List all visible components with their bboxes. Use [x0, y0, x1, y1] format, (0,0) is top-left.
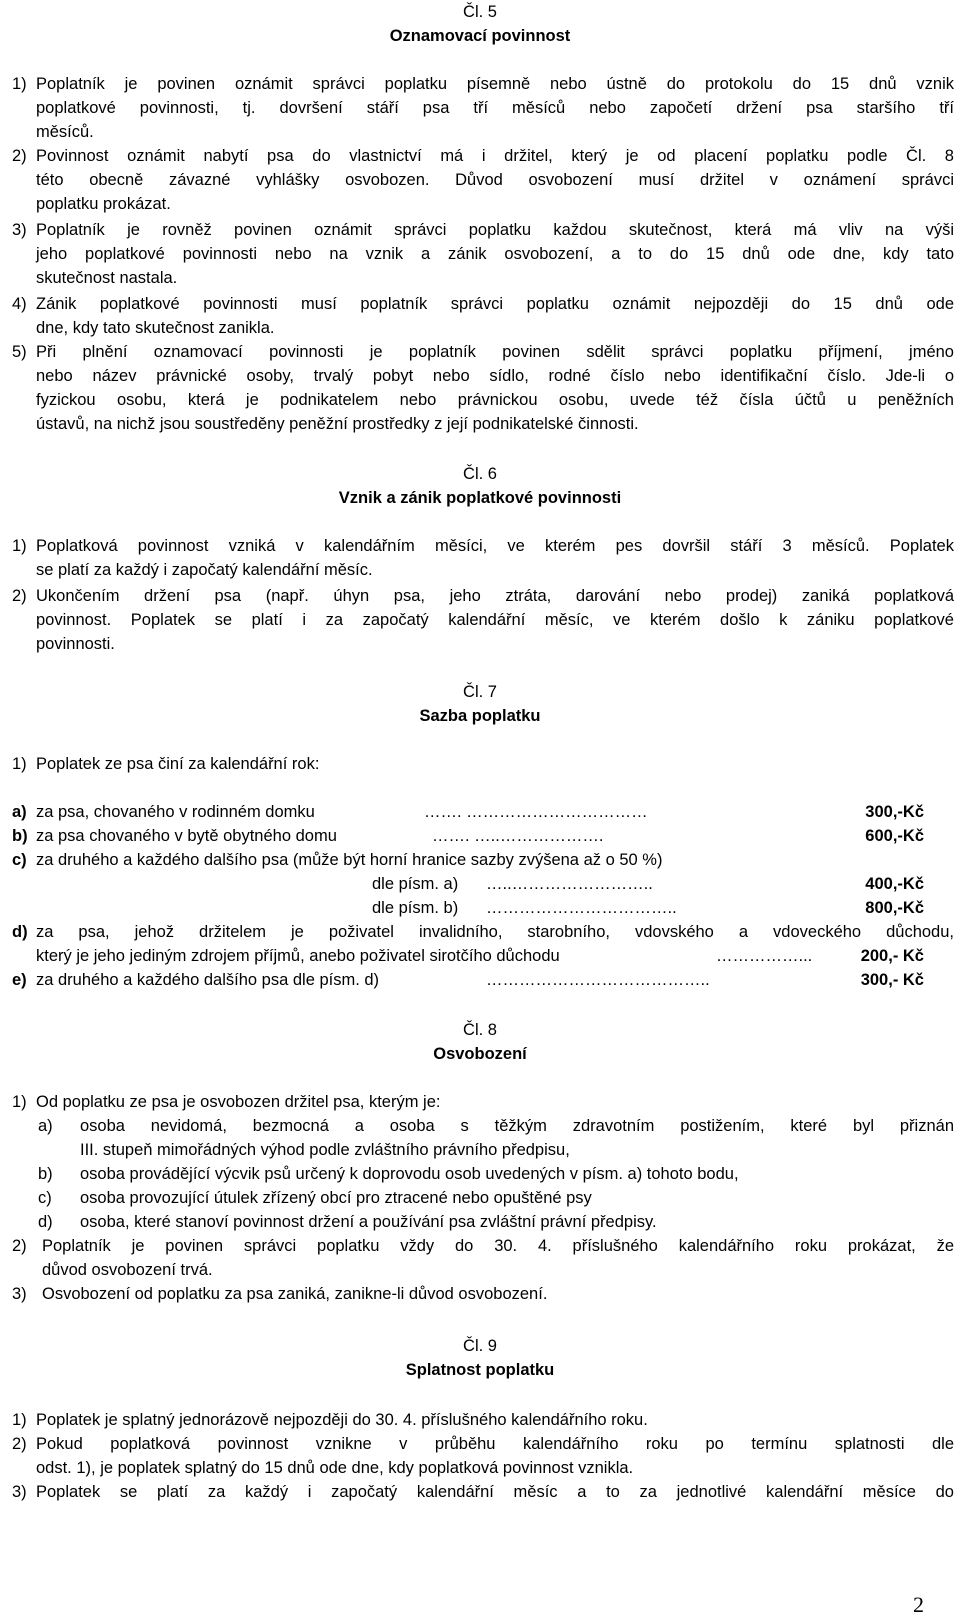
paragraph-number: 3)	[12, 221, 27, 239]
paragraph-line: ústavů, na nichž jsou soustředěny peněžní prostředky z její podnikatelské činnosti.	[36, 415, 639, 433]
paragraph-number: 2)	[12, 587, 27, 605]
paragraph-line: fyzickou osobu, která je podnikatelem nebo právnickou osobu, uvede též čísla účtů u peněžních	[36, 391, 954, 409]
item-line: osoba provozující útulek zřízený obcí pro ztracené nebo opuštěné psy	[80, 1189, 592, 1207]
item-label: a)	[38, 1117, 53, 1135]
paragraph-line: se platí za každý i započatý kalendářní měsíc.	[36, 561, 373, 579]
rate-label: d)	[12, 923, 28, 941]
paragraph-line: Zánik poplatkové povinnosti musí poplatník správci poplatku oznámit nejpozději do 15 dnů ode	[36, 295, 954, 313]
article-6-number: Čl. 6	[463, 465, 497, 483]
article-9-number: Čl. 9	[463, 1337, 497, 1355]
item-label: d)	[38, 1213, 53, 1231]
paragraph-number: 1)	[12, 755, 27, 773]
rate-amount: 300,-Kč	[865, 803, 924, 821]
paragraph-line: Poplatník je rovněž povinen oznámit správci poplatku každou skutečnost, která má vliv na výši	[36, 221, 954, 239]
paragraph-line: dne, kdy tato skutečnost zanikla.	[36, 319, 275, 337]
paragraph-line: Poplatník je povinen správci poplatku vždy do 30. 4. příslušného kalendářního roku prokázat, že	[42, 1237, 954, 1255]
paragraph-number: 3)	[12, 1285, 27, 1303]
article-5-title: Oznamovací povinnost	[389, 27, 571, 45]
rate-label: e)	[12, 971, 27, 989]
rate-dots: …..……………………..	[486, 875, 653, 893]
paragraph-line: Osvobození od poplatku za psa zaniká, zanikne-li důvod osvobození.	[42, 1285, 548, 1303]
paragraph-number: 2)	[12, 147, 27, 165]
item-line: osoba, které stanoví povinnost držení a používání psa zvláštní právní předpisy.	[80, 1213, 657, 1231]
rate-dots: …………………………………..	[486, 971, 710, 989]
item-line: osoba nevidomá, bezmocná a osoba s těžkým zdravotním postižením, které byl přiznán	[80, 1117, 954, 1135]
rate-subtext: dle písm. b)	[372, 899, 459, 917]
paragraph-line: povinnost. Poplatek se platí i za započatý kalendářní měsíc, ve kterém došlo k zániku poplatkové	[36, 611, 954, 629]
article-7-title: Sazba poplatku	[419, 707, 541, 725]
paragraph-number: 1)	[12, 1411, 27, 1429]
paragraph-line: odst. 1), je poplatek splatný do 15 dnů ode dne, kdy poplatková povinnost vznikla.	[36, 1459, 634, 1477]
paragraph-line: nebo název právnické osoby, trvalý pobyt nebo sídlo, rodné číslo nebo identifikační číslo. Jde-li o	[36, 367, 954, 385]
paragraph-number: 1)	[12, 1093, 27, 1111]
paragraph-line: jeho poplatkové povinnosti nebo na vznik a zánik osvobození, a to do 15 dnů ode dne, kdy tato	[36, 245, 954, 263]
item-label: c)	[38, 1189, 52, 1207]
item-line: III. stupeň mimořádných výhod podle zvláštního právního předpisu,	[80, 1141, 570, 1159]
rate-label: b)	[12, 827, 28, 845]
page-number: 2	[913, 1592, 924, 1617]
paragraph-line: Poplatník je povinen oznámit správci poplatku písemně nebo ústně do protokolu do 15 dnů vznik	[36, 75, 954, 93]
rate-amount: 600,-Kč	[865, 827, 924, 845]
paragraph-line: Poplatek ze psa činí za kalendářní rok:	[36, 755, 320, 773]
paragraph-line: Poplatková povinnost vzniká v kalendářním měsíci, ve kterém pes dovršil stáří 3 měsíců. Poplatek	[36, 537, 954, 555]
paragraph-line: poplatku prokázat.	[36, 195, 171, 213]
rate-label: a)	[12, 803, 27, 821]
paragraph-line: Pokud poplatková povinnost vznikne v průběhu kalendářního roku po termínu splatnosti dle	[36, 1435, 954, 1453]
article-8-title: Osvobození	[433, 1045, 527, 1063]
rate-text: za psa, jehož držitelem je poživatel invalidního, starobního, vdovského a vdoveckého důchodu,	[36, 923, 954, 941]
paragraph-line: důvod osvobození trvá.	[42, 1261, 213, 1279]
paragraph-number: 3)	[12, 1483, 27, 1501]
paragraph-number: 1)	[12, 75, 27, 93]
paragraph-number: 1)	[12, 537, 27, 555]
item-label: b)	[38, 1165, 53, 1183]
rate-amount: 300,- Kč	[860, 971, 924, 989]
paragraph-line: této obecně závazné vyhlášky osvobozen. Důvod osvobození musí držitel v oznámení správci	[36, 171, 954, 189]
rate-text: za psa, chovaného v rodinném domku	[36, 803, 315, 821]
article-7-number: Čl. 7	[463, 683, 497, 701]
rate-text: který je jeho jediným zdrojem příjmů, anebo poživatel sirotčího důchodu	[36, 947, 560, 965]
paragraph-line: Povinnost oznámit nabytí psa do vlastnictví má i držitel, který je od placení poplatku podle Čl. 8	[36, 147, 954, 165]
paragraph-number: 4)	[12, 295, 27, 313]
paragraph-number: 5)	[12, 343, 27, 361]
rate-text: za psa chovaného v bytě obytného domu	[36, 827, 337, 845]
rate-label: c)	[12, 851, 27, 869]
paragraph-line: Při plnění oznamovací povinnosti je poplatník povinen sdělit správci poplatku příjmení, jméno	[36, 343, 954, 361]
paragraph-line: měsíců.	[36, 123, 94, 141]
rate-subtext: dle písm. a)	[372, 875, 459, 893]
paragraph-line: skutečnost nastala.	[36, 269, 178, 287]
paragraph-number: 2)	[12, 1435, 27, 1453]
rate-dots: ……………………………..	[486, 899, 677, 917]
rate-dots: ……………...	[716, 947, 813, 965]
article-8-number: Čl. 8	[463, 1021, 497, 1039]
article-5-number: Čl. 5	[463, 3, 497, 21]
rate-text: za druhého a každého dalšího psa (může být horní hranice sazby zvýšena až o 50 %)	[36, 851, 663, 869]
rate-text: za druhého a každého dalšího psa dle písm. d)	[36, 971, 380, 989]
paragraph-line: Poplatek se platí za každý i započatý kalendářní měsíc a to za jednotlivé kalendářní měsíce do	[36, 1483, 954, 1501]
item-line: osoba provádějící výcvik psů určený k doprovodu osob uvedených v písm. a) tohoto bodu,	[80, 1165, 739, 1183]
rate-dots: ……. ……………………………	[424, 803, 648, 821]
article-9-title: Splatnost poplatku	[405, 1361, 555, 1379]
paragraph-line: povinnosti.	[36, 635, 115, 653]
rate-amount: 400,-Kč	[865, 875, 924, 893]
rate-amount: 200,- Kč	[860, 947, 924, 965]
paragraph-line: poplatkové povinnosti, tj. dovršení stáří psa tří měsíců nebo započetí držení psa staršího tří	[36, 99, 954, 117]
paragraph-line: Poplatek je splatný jednorázově nejpozději do 30. 4. příslušného kalendářního roku.	[36, 1411, 648, 1429]
rate-dots: ……. …..……………….	[432, 827, 604, 845]
rate-amount: 800,-Kč	[865, 899, 924, 917]
article-6-title: Vznik a zánik poplatkové povinnosti	[338, 489, 622, 507]
paragraph-line: Ukončením držení psa (např. úhyn psa, jeho ztráta, darování nebo prodej) zaniká poplatková	[36, 587, 954, 605]
paragraph-line: Od poplatku ze psa je osvobozen držitel psa, kterým je:	[36, 1093, 441, 1111]
paragraph-number: 2)	[12, 1237, 27, 1255]
